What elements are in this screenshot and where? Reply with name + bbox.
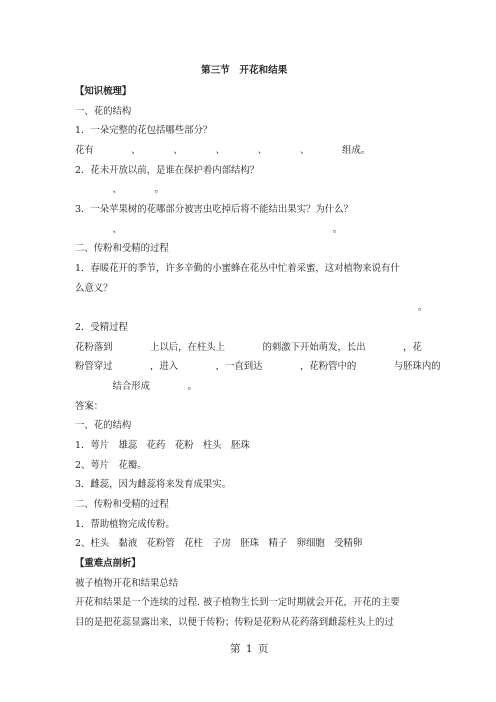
section-difficulty-heading: 【重难点剖析】 <box>75 558 141 569</box>
answer-label: 答案： <box>75 401 104 412</box>
pollination-q1-blank: 。 <box>418 302 428 313</box>
answer-5: 2、柱头 黏液 花粉管 花柱 子房 胚珠 精子 卵细胞 受精卵 <box>75 538 363 549</box>
question-3: 3．一朵苹果树的花哪部分被害虫吃掉后将不能结出果实？为什么？ <box>75 204 353 215</box>
answer-3: 3．雌蕊，因为雌蕊将来发育成果实。 <box>75 479 231 490</box>
summary-title: 被子植物开花和结果总结 <box>75 578 179 589</box>
section-knowledge-heading: 【知识梳理】 <box>75 86 132 97</box>
summary-line-1: 开花和结果是一个连续的过程. 被子植物生长到一定时期就会开花，开花的主要 <box>75 597 400 608</box>
question-2-blank: 、 。 <box>75 184 165 195</box>
summary-line-2: 目的是把花蕊显露出来，以便于传粉；传粉是花粉从花药落到雌蕊柱头上的过 <box>75 617 394 628</box>
question-2: 2．花未开放以前，是谁在保护着内部结构？ <box>75 165 260 176</box>
question-1-blank: 花有 、 、 、 、 、 组成。 <box>75 145 371 156</box>
pollination-q2: 2．受精过程 <box>75 322 128 333</box>
fertilization-line1: 花粉落到 上以后，在柱头上 的刺激下开始萌发，长出 ，花 <box>75 342 422 353</box>
page-title: 第三节 开花和结果 <box>201 65 288 76</box>
answer-heading-1: 一、花的结构 <box>75 420 132 431</box>
question-3-blank: 、 。 <box>75 224 343 235</box>
answer-1: 1．萼片 雄蕊 花药 花粉 柱头 胚珠 <box>75 440 250 451</box>
fertilization-line3: 结合形成 。 <box>75 381 197 392</box>
pollination-q1-line2: 么意义？ <box>75 283 113 294</box>
answer-heading-2: 二、传粉和受精的过程 <box>75 499 169 510</box>
heading-flower-structure: 一、花的结构 <box>75 106 132 117</box>
fertilization-line2: 粉管穿过 ，进入 ，一直到达 ，花粉管中的 与胚珠内的 <box>75 361 441 372</box>
question-1: 1．一朵完整的花包括哪些部分？ <box>75 125 213 136</box>
answer-4: 1．帮助植物完成传粉。 <box>75 519 175 530</box>
pollination-q1-line1: 1．春暖花开的季节，许多辛勤的小蜜蜂在花丛中忙着采蜜，这对植物来说有什 <box>75 263 400 274</box>
answer-2: 2、萼片 花瓣。 <box>75 460 147 471</box>
page-number: 第 1 页 <box>230 643 270 655</box>
heading-pollination: 二、传粉和受精的过程 <box>75 243 169 254</box>
